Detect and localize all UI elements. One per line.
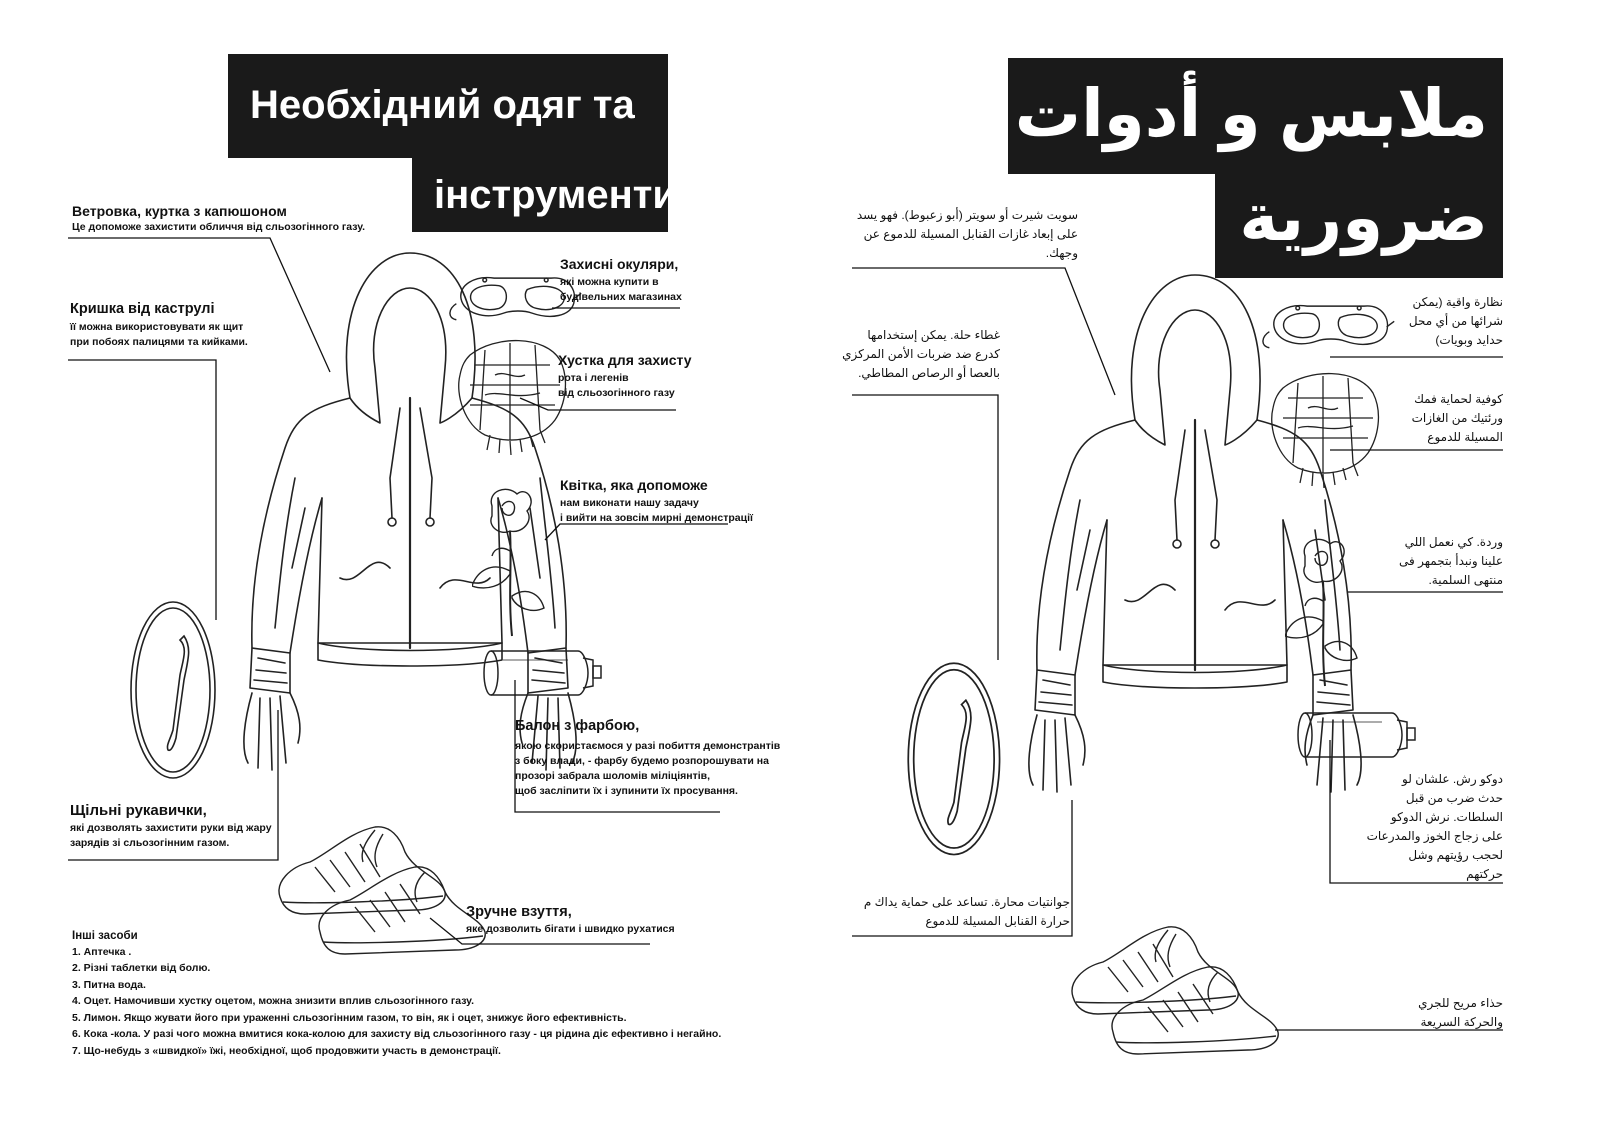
left-scarf-label: Хустка для захисту bbox=[558, 352, 692, 368]
right-shoes-text bbox=[1418, 994, 1503, 1032]
right-scarf-line2: ورئتيك من الغازات bbox=[1411, 411, 1503, 425]
right-goggles-line3: حدايد وبويات) bbox=[1435, 333, 1503, 347]
right-flower-line2: علينا ونبدأ بتجمهر فى bbox=[1399, 554, 1503, 568]
right-shoes-line1: حذاء مريح للجري bbox=[1418, 996, 1503, 1010]
right-scarf-line1: كوفية لحماية فمك bbox=[1414, 392, 1503, 406]
right-spray-line6: حركتهم bbox=[1466, 867, 1503, 881]
right-spray-line4: على زجاج الخوز والمدرعات bbox=[1366, 829, 1503, 843]
other-item-7: 7. Що-небудь з «швидкої» їжі, необхідної, щоб продовжити участь в демонстрації. bbox=[72, 1044, 501, 1057]
right-gloves-line2: حرارة القنابل المسيلة للدموع bbox=[925, 914, 1070, 928]
other-item-2: 2. Різні таблетки від болю. bbox=[72, 962, 211, 974]
left-shoes-label: Зручне взуття, bbox=[466, 904, 572, 920]
other-item-6: 6. Кока -кола. У разі чого можна вмитися кока-колою для захисту від сльозогінного газу - ця рідина діє ефективно і негайно. bbox=[72, 1028, 722, 1040]
right-spray-line3: السلطات. نرش الدوكو bbox=[1390, 810, 1503, 824]
right-goggles-text bbox=[1409, 293, 1503, 350]
left-shoes-desc: яке дозволить бігати і швидко рухатися bbox=[466, 923, 675, 935]
left-spray-label: Балон з фарбою, bbox=[515, 718, 640, 734]
left-lid-label: Кришка від каструлі bbox=[70, 301, 215, 317]
left-goggles-desc2: будівельних магазинах bbox=[560, 291, 682, 303]
left-spray-desc4: щоб засліпити їх і зупинити їх просування. bbox=[515, 785, 738, 797]
other-means-heading: Інші засоби bbox=[72, 930, 138, 942]
right-scarf-text bbox=[1412, 390, 1503, 447]
other-item-4: 4. Оцет. Намочивши хустку оцетом, можна знизити вплив сльозогінного газу. bbox=[72, 995, 475, 1007]
right-flower-line3: منتهى السلمية. bbox=[1428, 573, 1503, 587]
left-flower-label: Квітка, яка допоможе bbox=[560, 477, 708, 493]
left-gloves-label: Щільні рукавички, bbox=[70, 802, 207, 819]
right-flower-line1: وردة. كي نعمل اللي bbox=[1404, 535, 1503, 549]
left-scarf-desc1: рота і легенів bbox=[558, 372, 629, 384]
right-shoes-line2: والحركة السريعة bbox=[1420, 1015, 1503, 1029]
right-scarf-line3: المسيلة للدموع bbox=[1427, 430, 1503, 444]
left-flower-desc1: нам виконати нашу задачу bbox=[560, 497, 699, 509]
left-spray-desc1: якою скористаємося у разі побиття демонстрантів bbox=[515, 740, 781, 752]
left-title-line1: Необхідний одяг та bbox=[250, 83, 635, 127]
right-jacket-line1: سويت شيرت أو سويتر (أبو زعبوط). فهو يسد bbox=[856, 208, 1078, 222]
right-spray-line1: دوكو رش. علشان لو bbox=[1402, 772, 1503, 786]
right-jacket-line2: على إبعاد غازات القنابل المسيلة للدموع عن bbox=[863, 227, 1078, 241]
right-goggles-line1: نظارة واقية (يمكن bbox=[1412, 295, 1503, 309]
left-gloves-desc2: зарядів зі сльозогінним газом. bbox=[70, 837, 230, 849]
right-title-line1: ملابس و أدوات bbox=[1014, 76, 1488, 150]
right-spray-line5: لحجب رؤيتهم وشل bbox=[1408, 848, 1503, 862]
left-goggles-label: Захисні окуляри, bbox=[560, 256, 679, 272]
right-spray-line2: حدث ضرب من قبل bbox=[1405, 791, 1503, 805]
right-title-line2: ضرورية bbox=[1239, 180, 1488, 254]
right-gloves-text bbox=[864, 893, 1070, 931]
left-title-line2: інструменти bbox=[434, 173, 677, 217]
left-spray-desc3: прозорі забрала шоломів міліціянтів, bbox=[515, 770, 711, 782]
other-item-1: 1. Аптечка . bbox=[72, 946, 132, 958]
left-lid-desc2: при побоях палицями та кийками. bbox=[70, 336, 248, 348]
right-spray-text bbox=[1367, 770, 1503, 884]
left-scarf-desc2: від сльозогінного газу bbox=[558, 387, 675, 399]
left-spray-desc2: з боку влади, - фарбу будемо розпорошувати на bbox=[515, 755, 769, 767]
right-jacket-text bbox=[857, 206, 1078, 263]
right-gloves-line1: جوانتيات محارة. تساعد على حماية يداك م bbox=[863, 895, 1070, 909]
left-goggles-desc1: які можна купити в bbox=[560, 276, 659, 288]
left-jacket-label: Ветровка, куртка з капюшоном bbox=[72, 203, 287, 219]
left-lid-desc1: її можна використовувати як щит bbox=[70, 321, 244, 333]
right-lid-line2: كدرع ضد ضربات الأمن المركزي bbox=[842, 347, 1000, 361]
right-lid-text bbox=[842, 326, 1000, 383]
right-lid-line1: غطاء حلة. يمكن إستخدامها bbox=[867, 328, 1000, 342]
right-lid-line3: بالعصا أو الرصاص المطاطي. bbox=[858, 366, 1000, 380]
left-jacket-desc: Це допоможе захистити обличчя від сльозогінного газу. bbox=[72, 221, 366, 233]
right-jacket-line3: وجهك. bbox=[1045, 246, 1078, 260]
right-goggles-line2: شرائها من أي محل bbox=[1408, 314, 1503, 328]
left-gloves-desc1: які дозволять захистити руки від жару bbox=[70, 822, 272, 834]
left-flower-desc2: і вийти на зовсім мирні демонстрації bbox=[560, 512, 753, 524]
right-flower-text bbox=[1399, 533, 1503, 590]
other-item-3: 3. Питна вода. bbox=[72, 978, 146, 991]
other-item-5: 5. Лимон. Якщо жувати його при ураженні сльозогінним газом, то він, як і оцет, знижує його ефективність. bbox=[72, 1011, 627, 1024]
